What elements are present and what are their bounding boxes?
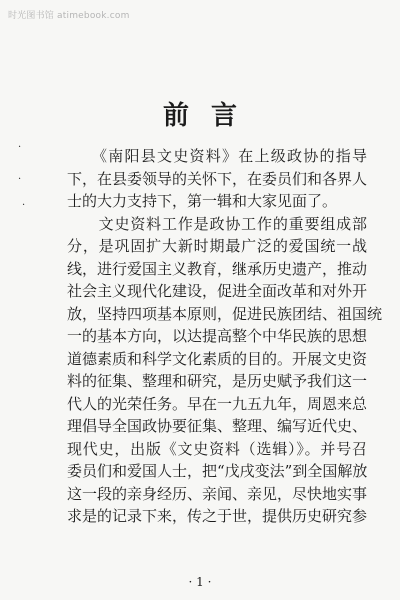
text-line: 士的大力支持下，第一辑和大家见面了。 (67, 192, 338, 210)
text-line: 线，进行爱国主义教育，继承历史遗产，推动 (67, 259, 368, 278)
text-line: 《南阳县文史资料》在上级政协的指导 (67, 147, 367, 165)
text-line: 现代史，出版《文史资料（选辑）》。并号召 (67, 439, 367, 458)
text-line: 放，坚持四项基本原则，促进民族团结、祖国统 (67, 304, 383, 323)
text-line: 文史资料工作是政协工作的重要组成部 (67, 214, 367, 233)
text-line: 料的征集、整理和研究，是历史赋予我们这一 (67, 372, 368, 390)
margin-mark: · (18, 174, 22, 185)
page-title: 前言 (162, 101, 259, 131)
paragraph (67, 145, 367, 213)
text-line: 代人的光荣任务。早在一九五九年，周恩来总 (67, 394, 368, 413)
text-line: 求是的记录下来，传之于世，提供历史研究参 (67, 507, 368, 525)
document-body (67, 145, 383, 528)
text-line: 理倡导全国政协要征集、整理、编写近代史、 (67, 417, 368, 435)
text-line: 分，是巩固扩大新时期最广泛的爱国统一战 (67, 237, 367, 255)
text-line: 一的基本方向，以达提高整个中华民族的思想 (67, 327, 368, 345)
page-number: · 1 · (188, 575, 212, 589)
paragraph (67, 213, 383, 528)
margin-mark: · (18, 142, 22, 153)
watermark-text: 时光图书馆 atimebook.com (8, 11, 130, 21)
text-line: 委员们和爱国人士，把“戊戌变法”到全国解放 (67, 462, 368, 480)
text-line: 社会主义现代化建设，促进全面改革和对外开 (67, 282, 368, 300)
margin-mark: · (22, 200, 26, 211)
text-line: 下，在县委领导的关怀下，在委员们和各界人 (67, 169, 368, 188)
text-line: 道德素质和科学文化素质的目的。开展文史资 (67, 349, 368, 368)
text-line: 这一段的亲身经历、亲闻、亲见，尽快地实事 (67, 484, 368, 503)
